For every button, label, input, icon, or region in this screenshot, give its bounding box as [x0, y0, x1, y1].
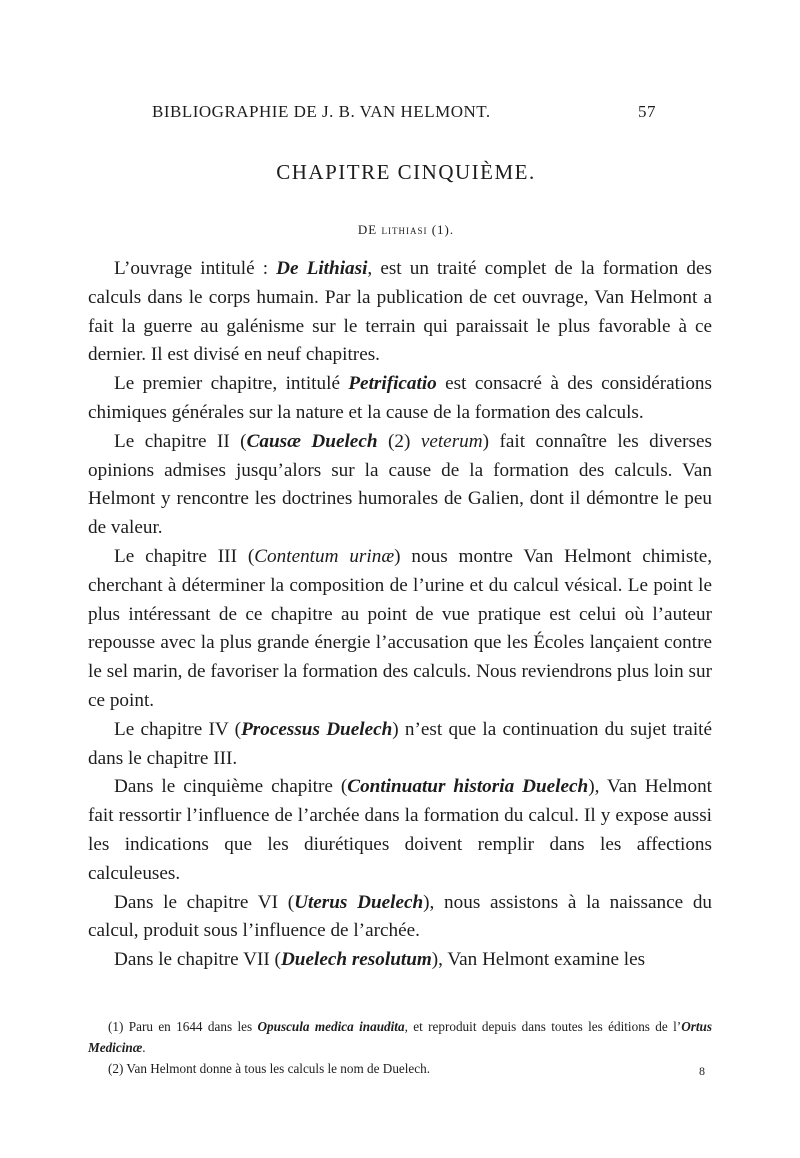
- paragraph-text: ) fait connaître les diverses opinions admises jusqu’alors sur la cause de la formation des calculs. Van Helmont y rencontre les doctrines humorales de Galien, dont il démontre le peu de valeur.: [88, 430, 712, 539]
- paragraph-text: Le premier chapitre, intitulé: [114, 373, 349, 395]
- paragraph-text: ), Van Helmont examine les: [431, 949, 646, 971]
- paragraph-8: [88, 946, 712, 975]
- chapter-name: Processus Duelech: [241, 718, 393, 740]
- paragraph-text: Le chapitre II (: [114, 430, 247, 452]
- section-name: lithiasi: [381, 222, 428, 237]
- work-title: De Lithiasi: [276, 258, 368, 279]
- chapter-name: veterum: [420, 430, 483, 452]
- paragraph-text: ) nous montre Van Helmont chimiste, cherchant à déterminer la composition de l’urine et du calcul vésical. Le point le plus intéressant de ce chapitre au point de vue pratique est celui où l’auteur repousse avec la plus grande énergie l’accusation que les Écoles lançaient contre le sel marin, de favoriser la formation des calculs. Nous reviendrons plus loin sur ce point.: [88, 545, 713, 711]
- paragraph-text: L’ouvrage intitulé :: [114, 258, 277, 279]
- chapter-title: CHAPITRE CINQUIÈME.: [276, 160, 536, 184]
- paragraph-2: [88, 370, 712, 428]
- paragraph-4: [88, 543, 712, 716]
- footnote-2: [88, 1058, 712, 1079]
- paragraph-3: [88, 428, 712, 543]
- paragraph-text: Le chapitre III (: [114, 545, 255, 567]
- paragraph-text: Dans le chapitre VII (: [114, 949, 281, 971]
- section-prefix: DE: [357, 222, 378, 237]
- paragraph-text: Dans le chapitre VI (: [114, 891, 295, 913]
- footnote-text: .: [142, 1040, 146, 1055]
- paragraph-text: , est un traité complet de la formation des calculs dans le corps humain. Par la publication de cet ouvrage, Van Helmont a fait la guerre au galénisme sur le terrain qui paraissait le plus favorable à ce dernier. Il est divisé en neuf chapitres.: [88, 258, 712, 366]
- paragraph-text: ) n’est que la continuation du sujet traité dans le chapitre III.: [88, 718, 712, 769]
- footnote-text: (1) Paru en 1644 dans les: [108, 1019, 258, 1034]
- footnote-ref: (2): [377, 430, 421, 452]
- body-text: [88, 255, 712, 975]
- signature-mark: 8: [699, 1064, 705, 1078]
- chapter-name: Petrificatio: [348, 373, 437, 395]
- chapter-name: Duelech resolutum: [280, 949, 432, 971]
- chapter-name: Causæ Duelech: [246, 430, 378, 452]
- footnote-text: (2) Van Helmont donne à tous les calculs le nom de Duelech.: [108, 1061, 431, 1076]
- page-number: 57: [638, 102, 656, 121]
- footnote-text: , et reproduit depuis dans toutes les éditions de l’: [404, 1019, 682, 1034]
- paragraph-text: est consacré à des considérations chimiques générales sur la nature et la cause de la formation des calculs.: [88, 373, 712, 423]
- paragraph-5: [88, 716, 712, 774]
- chapter-name: Contentum urinæ: [254, 545, 395, 567]
- work-title: Opuscula medica inaudita: [257, 1019, 405, 1034]
- section-title: [0, 222, 800, 238]
- footnote-1: [88, 1016, 712, 1058]
- paragraph-text: Dans le cinquième chapitre (: [114, 776, 348, 798]
- paragraph-text: Le chapitre IV (: [114, 718, 242, 740]
- chapter-name: Continuatur historia Duelech: [347, 776, 589, 798]
- paragraph-text: ), Van Helmont fait ressortir l’influence de l’archée dans la formation du calcul. Il y expose aussi les indications que les diurétiques doivent remplir dans les affections calculeuses.: [88, 776, 713, 884]
- paragraph-6: [88, 773, 712, 888]
- paragraph-text: ), nous assistons à la naissance du calcul, produit sous l’influence de l’archée.: [88, 891, 712, 942]
- chapter-name: Uterus Duelech: [294, 891, 424, 913]
- section-note-ref: (1).: [431, 222, 455, 237]
- footnotes: [88, 1016, 712, 1079]
- paragraph-7: [88, 889, 712, 947]
- running-head: [0, 102, 800, 132]
- running-head-title: BIBLIOGRAPHIE DE J. B. VAN HELMONT.: [152, 102, 491, 121]
- work-title: Ortus Medicinæ: [88, 1019, 712, 1055]
- paragraph-1: [88, 255, 712, 370]
